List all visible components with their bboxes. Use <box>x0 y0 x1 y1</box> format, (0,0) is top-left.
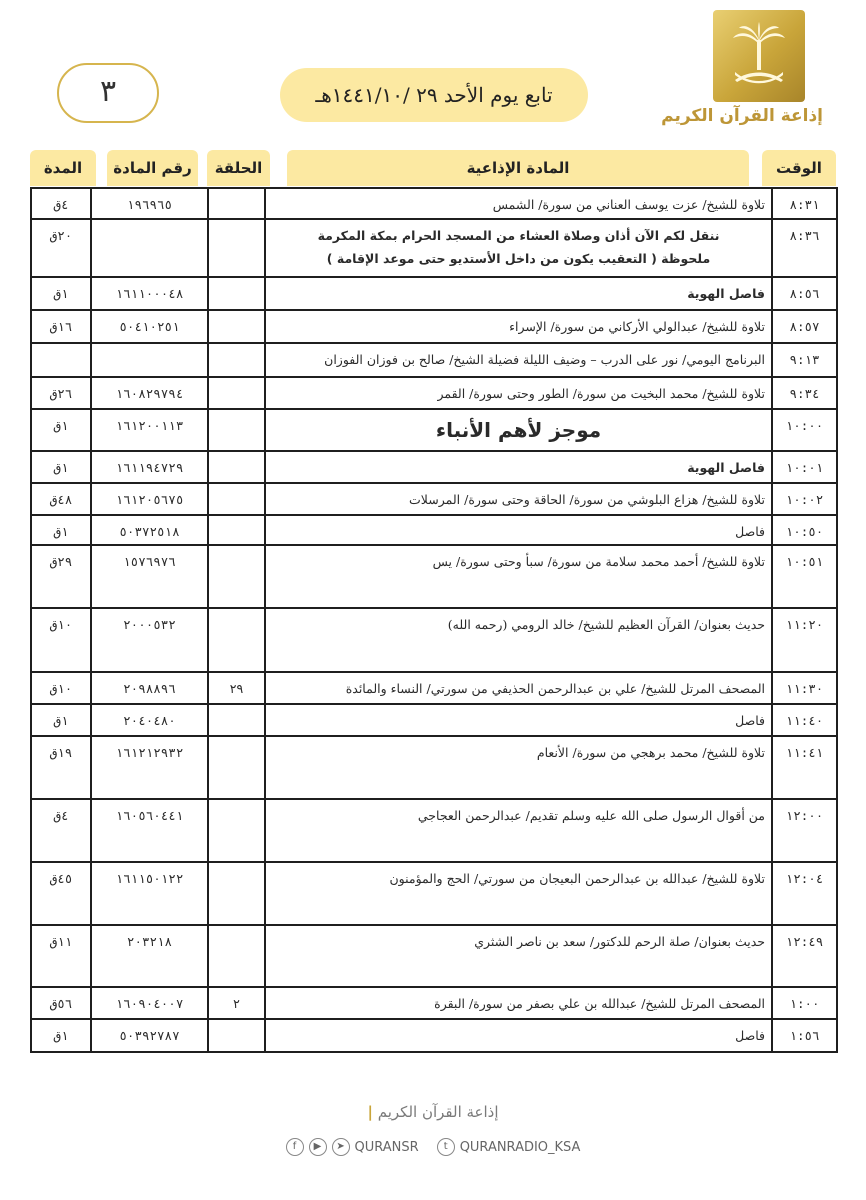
table-row <box>31 409 837 451</box>
handle-quransr[interactable]: QURANSR <box>354 1139 419 1155</box>
program-cell: المصحف المرتل للشيخ/ علي بن عبدالرحمن الحذيفي من سورتي/ النساء والمائدة <box>265 672 772 704</box>
header-episode: الحلقة <box>207 150 270 186</box>
program-cell: تلاوة للشيخ/ عبدالله بن عبدالرحمن البعيجان من سورتي/ الحج والمؤمنون <box>265 862 772 925</box>
duration-cell: ١ق <box>31 704 91 736</box>
table-row <box>31 219 837 277</box>
table-row <box>31 736 837 799</box>
time-cell: ١٠:٥٠ <box>772 515 837 545</box>
program-cell: فاصل <box>265 515 772 545</box>
episode-cell <box>208 925 265 987</box>
program-cell: البرنامج اليومي/ نور على الدرب – وضيف الليلة فضيلة الشيخ/ صالح بن فوزان الفوزان <box>265 343 772 377</box>
program-cell <box>265 219 772 277</box>
table-row <box>31 515 837 545</box>
duration-cell: ٢٦ق <box>31 377 91 409</box>
time-cell: ١١:٣٠ <box>772 672 837 704</box>
program-cell <box>265 409 772 451</box>
header-number: رقم المادة <box>107 150 198 186</box>
table-row <box>31 1019 837 1052</box>
duration-cell: ١ق <box>31 451 91 483</box>
time-cell: ١٠:٠٢ <box>772 483 837 515</box>
number-cell: ١٩٦٩٦٥ <box>91 188 208 219</box>
program-note: ملحوظة ( التعقيب يكون من داخل الأستديو حتى موعد الإقامة ) <box>326 251 711 266</box>
handle-quranradio[interactable]: QURANRADIO_KSA <box>459 1139 581 1155</box>
duration-cell: ٤ق <box>31 799 91 862</box>
episode-cell <box>208 608 265 672</box>
facebook-icon[interactable]: f <box>286 1138 304 1156</box>
episode-cell <box>208 377 265 409</box>
footer-station-name <box>0 1103 866 1121</box>
program-cell: فاصل الهوية <box>265 451 772 483</box>
episode-cell: ٢٩ <box>208 672 265 704</box>
number-cell: ١٥٧٦٩٧٦ <box>91 545 208 608</box>
header-duration: المدة <box>30 150 96 186</box>
duration-cell: ٤٥ق <box>31 862 91 925</box>
time-cell: ١:٠٠ <box>772 987 837 1019</box>
time-cell: ١١:٢٠ <box>772 608 837 672</box>
episode-cell <box>208 409 265 451</box>
table-row <box>31 451 837 483</box>
youtube-icon[interactable]: ▶ <box>309 1138 327 1156</box>
schedule-date: تابع يوم الأحد ٢٩ /١٤٤١/١٠هـ <box>280 68 588 122</box>
episode-cell <box>208 343 265 377</box>
duration-cell: ١ق <box>31 277 91 310</box>
episode-cell <box>208 219 265 277</box>
program-cell: حديث بعنوان/ صلة الرحم للدكتور/ سعد بن ناصر الشثري <box>265 925 772 987</box>
table-row <box>31 188 837 219</box>
number-cell: ١٦١٢٠٠١١٣ <box>91 409 208 451</box>
number-cell: ٢٠٠٠٥٣٢ <box>91 608 208 672</box>
table-row <box>31 343 837 377</box>
program-cell: تلاوة للشيخ/ هزاع البلوشي من سورة/ الحاقة وحتى سورة/ المرسلات <box>265 483 772 515</box>
time-cell: ١٢:٠٤ <box>772 862 837 925</box>
duration-cell: ١ق <box>31 1019 91 1052</box>
table-row <box>31 608 837 672</box>
episode-cell <box>208 310 265 343</box>
program-cell: تلاوة للشيخ/ عزت يوسف العناني من سورة/ الشمس <box>265 188 772 219</box>
number-cell: ١٦١١٠٠٠٤٨ <box>91 277 208 310</box>
table-row <box>31 925 837 987</box>
page-number: ٣ <box>57 63 159 123</box>
table-row <box>31 483 837 515</box>
palm-swords-emblem-icon <box>713 10 805 102</box>
duration-cell: ١٠ق <box>31 672 91 704</box>
table-row <box>31 987 837 1019</box>
table-row <box>31 799 837 862</box>
table-row <box>31 545 837 608</box>
number-cell: ٥٠٣٩٢٧٨٧ <box>91 1019 208 1052</box>
episode-cell <box>208 483 265 515</box>
time-cell: ٨:٥٦ <box>772 277 837 310</box>
logo-text: إذاعة القرآن الكريم <box>661 106 823 126</box>
telegram-icon[interactable]: ➤ <box>332 1138 350 1156</box>
number-cell <box>91 219 208 277</box>
episode-cell <box>208 451 265 483</box>
duration-cell: ١٩ق <box>31 736 91 799</box>
number-cell: ١٦١٢١٢٩٣٢ <box>91 736 208 799</box>
time-cell: ٩:٣٤ <box>772 377 837 409</box>
episode-cell: ٢ <box>208 987 265 1019</box>
time-cell: ١٢:٠٠ <box>772 799 837 862</box>
number-cell <box>91 343 208 377</box>
duration-cell: ٤ق <box>31 188 91 219</box>
duration-cell: ٤٨ق <box>31 483 91 515</box>
header-program: المادة الإذاعية <box>287 150 749 186</box>
time-cell: ١٠:٥١ <box>772 545 837 608</box>
news-bulletin-title: موجز لأهم الأنباء <box>435 418 602 442</box>
episode-cell <box>208 799 265 862</box>
program-cell: فاصل <box>265 1019 772 1052</box>
footer-station-label: إذاعة القرآن الكريم <box>377 1103 499 1121</box>
number-cell: ١٦١١٥٠١٢٢ <box>91 862 208 925</box>
time-cell: ١٢:٤٩ <box>772 925 837 987</box>
program-cell: تلاوة للشيخ/ محمد البخيت من سورة/ الطور وحتى سورة/ القمر <box>265 377 772 409</box>
table-row <box>31 672 837 704</box>
duration-cell <box>31 343 91 377</box>
number-cell: ١٦٠٨٢٩٧٩٤ <box>91 377 208 409</box>
number-cell: ٢٠٩٨٨٩٦ <box>91 672 208 704</box>
twitter-icon[interactable]: t <box>437 1138 455 1156</box>
time-cell: ٩:١٣ <box>772 343 837 377</box>
station-logo <box>661 10 823 130</box>
duration-cell: ٢٩ق <box>31 545 91 608</box>
episode-cell <box>208 188 265 219</box>
program-cell: فاصل <box>265 704 772 736</box>
divider-bar: | <box>367 1103 373 1121</box>
duration-cell: ٢٠ق <box>31 219 91 277</box>
schedule-table <box>30 187 838 1053</box>
program-cell: من أقوال الرسول صلى الله عليه وسلم تقديم/ عبدالرحمن العجاجي <box>265 799 772 862</box>
program-cell: فاصل الهوية <box>265 277 772 310</box>
time-cell: ١:٥٦ <box>772 1019 837 1052</box>
time-cell: ١١:٤١ <box>772 736 837 799</box>
number-cell: ١٦١٢٠٥٦٧٥ <box>91 483 208 515</box>
episode-cell <box>208 862 265 925</box>
social-links <box>0 1136 866 1158</box>
program-cell: حديث بعنوان/ القرآن العظيم للشيخ/ خالد الرومي (رحمه الله) <box>265 608 772 672</box>
duration-cell: ٥٦ق <box>31 987 91 1019</box>
program-cell: تلاوة للشيخ/ عبدالولي الأركاني من سورة/ الإسراء <box>265 310 772 343</box>
number-cell: ٢٠٣٢١٨ <box>91 925 208 987</box>
table-row <box>31 377 837 409</box>
table-row <box>31 277 837 310</box>
time-cell: ٨:٣٦ <box>772 219 837 277</box>
time-cell: ١٠:٠٠ <box>772 409 837 451</box>
table-row <box>31 704 837 736</box>
duration-cell: ١ق <box>31 409 91 451</box>
program-cell: تلاوة للشيخ/ أحمد محمد سلامة من سورة/ سبأ وحتى سورة/ يس <box>265 545 772 608</box>
program-cell: تلاوة للشيخ/ محمد برهجي من سورة/ الأنعام <box>265 736 772 799</box>
time-cell: ٨:٣١ <box>772 188 837 219</box>
time-cell: ٨:٥٧ <box>772 310 837 343</box>
number-cell: ٥٠٤١٠٢٥١ <box>91 310 208 343</box>
table-row <box>31 862 837 925</box>
episode-cell <box>208 277 265 310</box>
number-cell: ٢٠٤٠٤٨٠ <box>91 704 208 736</box>
duration-cell: ١ق <box>31 515 91 545</box>
episode-cell <box>208 1019 265 1052</box>
time-cell: ١١:٤٠ <box>772 704 837 736</box>
episode-cell <box>208 545 265 608</box>
episode-cell <box>208 736 265 799</box>
duration-cell: ١١ق <box>31 925 91 987</box>
episode-cell <box>208 704 265 736</box>
number-cell: ٥٠٣٧٢٥١٨ <box>91 515 208 545</box>
number-cell: ١٦٠٥٦٠٤٤١ <box>91 799 208 862</box>
episode-cell <box>208 515 265 545</box>
duration-cell: ١٠ق <box>31 608 91 672</box>
table-row <box>31 310 837 343</box>
number-cell: ١٦٠٩٠٤٠٠٧ <box>91 987 208 1019</box>
program-cell: المصحف المرتل للشيخ/ عبدالله بن علي بصفر من سورة/ البقرة <box>265 987 772 1019</box>
header-time: الوقت <box>762 150 836 186</box>
time-cell: ١٠:٠١ <box>772 451 837 483</box>
prayer-announcement: ننقل لكم الآن أذان وصلاة العشاء من المسجد الحرام بمكة المكرمة <box>317 228 720 243</box>
number-cell: ١٦١١٩٤٧٢٩ <box>91 451 208 483</box>
duration-cell: ١٦ق <box>31 310 91 343</box>
